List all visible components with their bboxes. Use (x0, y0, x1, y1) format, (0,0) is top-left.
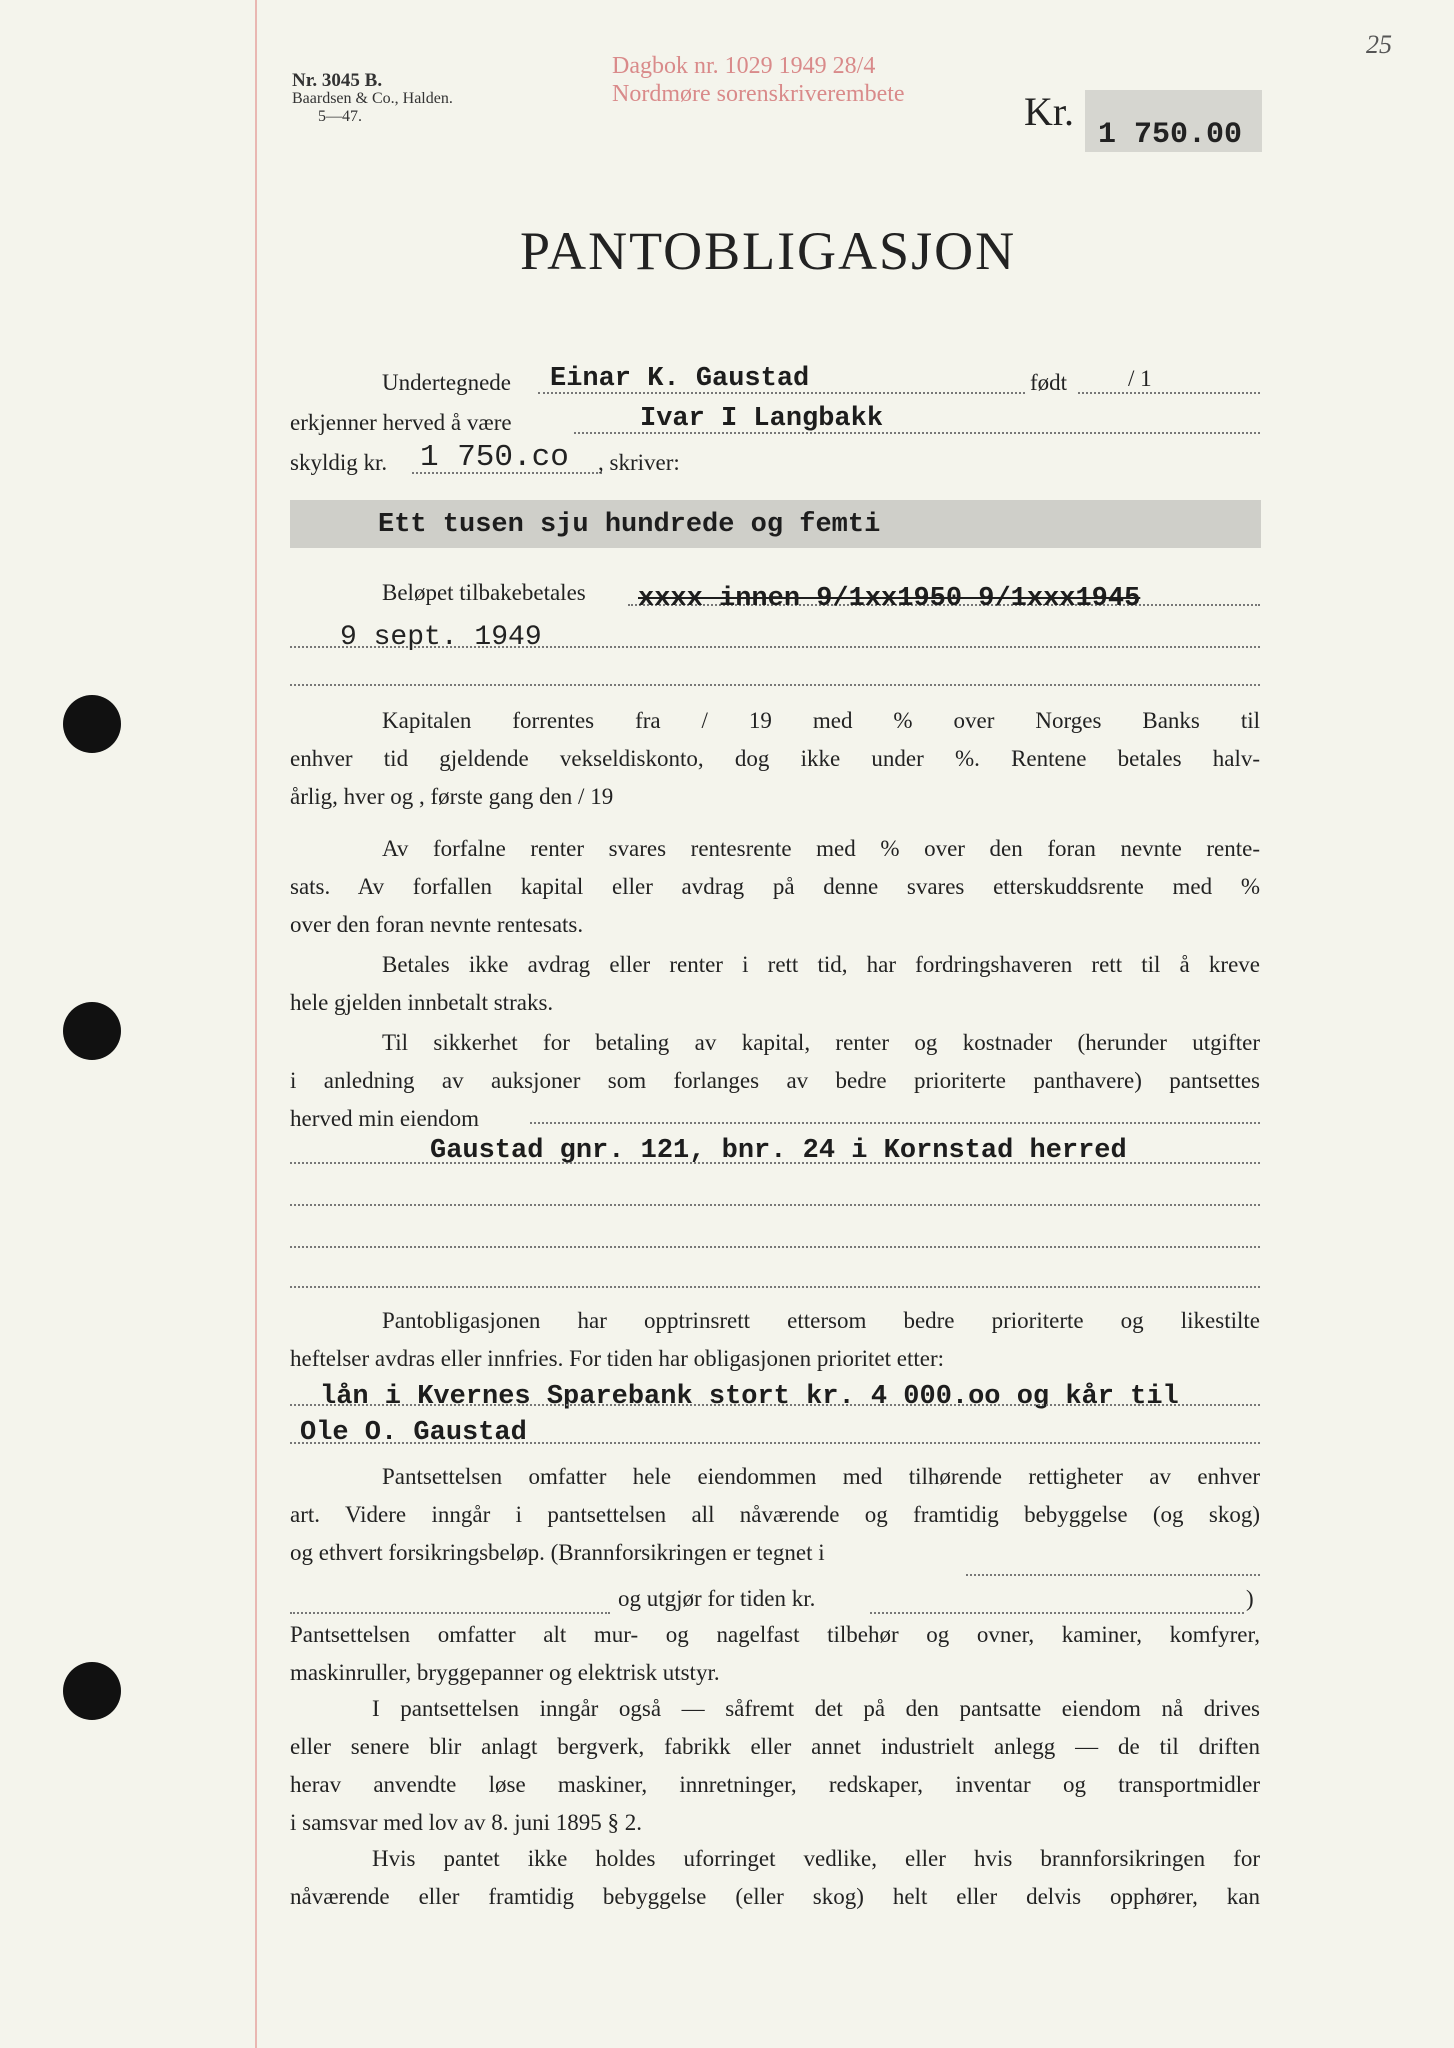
paragraph-betales (290, 946, 1260, 1022)
belopet-date: 9 sept. 1949 (340, 622, 542, 653)
punch-hole (63, 1662, 121, 1720)
text-line: i anledning av auksjoner som forlanges av bedre prioriterte panthavere) pantsettes (290, 1068, 1260, 1093)
registry-stamp (612, 52, 905, 108)
dotted-line (290, 684, 1260, 686)
margin-rule (255, 0, 257, 2048)
paragraph-til-sikkerhet (290, 1024, 1260, 1138)
skyldig-value: 1 750.co (420, 440, 569, 475)
form-number: Nr. 3045 B. (292, 70, 383, 91)
text-line: Betales ikke avdrag eller renter i rett tid, har fordringshaveren rett til å kreve (382, 952, 1260, 977)
text-line: sats. Av forfallen kapital eller avdrag på denne svares etterskuddsrente med % (290, 874, 1260, 899)
dotted-line (290, 1204, 1260, 1206)
dotted-line (966, 1574, 1260, 1576)
text-line: heftelser avdras eller innfries. For tiden har obligasjonen prioritet etter: (290, 1346, 944, 1371)
erkjenner-label: erkjenner herved å være (290, 410, 512, 435)
text-line: og ethvert forsikringsbeløp. (Brannforsikringen er tegnet i (290, 1540, 825, 1565)
text-line: art. Videre inngår i pantsettelsen all nåværende og framtidig bebyggelse (og skog) (290, 1502, 1260, 1527)
paragraph-mur-og-nagelfast (290, 1616, 1260, 1692)
eiendom-value: Gaustad gnr. 121, bnr. 24 i Kornstad herred (430, 1136, 1127, 1166)
skriver-label: , skriver: (598, 450, 680, 475)
dotted-line (290, 1286, 1260, 1288)
stamp-line-1: Dagbok nr. 1029 1949 28/4 (612, 53, 876, 79)
text-line: i samsvar med lov av 8. juni 1895 § 2. (290, 1810, 642, 1835)
document-title: PANTOBLIGASJON (520, 221, 1017, 281)
text-line: maskinruller, bryggepanner og elektrisk utstyr. (290, 1660, 720, 1685)
text-line: Kapitalen forrentes fra / 19 med % over Norges Banks til (382, 708, 1260, 733)
printer-name: Baardsen & Co., Halden. (292, 90, 453, 107)
text-line: Pantsettelsen omfatter alt mur- og nagelfast tilbehør og ovner, kaminer, komfyrer, (290, 1622, 1260, 1647)
prioritet-value-2: Ole O. Gaustad (300, 1418, 527, 1448)
undertegnede-label: Undertegnede (382, 370, 511, 395)
text-line: Hvis pantet ikke holdes uforringet vedlike, eller hvis brannforsikringen for (372, 1846, 1260, 1871)
page-number: 25 (1366, 30, 1392, 59)
skyldig-label: skyldig kr. (290, 450, 388, 475)
text-line: enhver tid gjeldende vekseldiskonto, dog ikke under %. Rentene betales halv- (290, 746, 1260, 771)
dotted-line (290, 1404, 1260, 1406)
paragraph-pantsettelsen (290, 1458, 1260, 1572)
text-line: Pantobligasjonen har opptrinsrett ettersom bedre prioriterte og likestilte (382, 1308, 1260, 1333)
fodt-value: / 1 (1128, 366, 1152, 391)
kr-label: Kr. (1024, 89, 1074, 134)
text-line: I pantsettelsen inngår også — såfremt det på den pantsatte eiendom nå drives (372, 1696, 1260, 1721)
dotted-line (290, 1246, 1260, 1248)
paragraph-bergverk (290, 1690, 1260, 1842)
amount-words: Ett tusen sju hundrede og femti (378, 510, 881, 540)
amount-value: 1 750.00 (1098, 118, 1243, 152)
dotted-line (530, 1122, 1260, 1124)
prioritet-value-1: lån i Kvernes Sparebank stort kr. 4 000.oo og kår til (320, 1382, 1179, 1412)
erkjenner-value: Ivar I Langbakk (640, 404, 884, 434)
dotted-line (1078, 392, 1260, 394)
dotted-line (290, 1612, 610, 1614)
text-line: Til sikkerhet for betaling av kapital, renter og kostnader (herunder utgifter (382, 1030, 1260, 1055)
text-line: over den foran nevnte rentesats. (290, 912, 584, 937)
text-line: Pantsettelsen omfatter hele eiendommen med tilhørende rettigheter av enhver (382, 1464, 1260, 1489)
fodt-label: født (1030, 370, 1068, 395)
closing-paren: ) (1246, 1586, 1254, 1611)
printer-info (292, 72, 453, 126)
text-line: herav anvendte løse maskiner, innretninger, redskaper, inventar og transportmidler (290, 1772, 1260, 1797)
print-date: 5—47. (318, 108, 362, 125)
paragraph-av-forfalne (290, 830, 1260, 944)
text-line: nåværende eller framtidig bebyggelse (eller skog) helt eller delvis opphører, kan (290, 1884, 1260, 1909)
paragraph-hvis-pantet (290, 1840, 1260, 1916)
dotted-line (870, 1612, 1244, 1614)
text-line: årlig, hver og , første gang den / 19 (290, 784, 614, 809)
dotted-line (290, 1442, 1260, 1444)
punch-hole (63, 695, 121, 753)
stamp-line-2: Nordmøre sorenskriverembete (612, 81, 905, 107)
text-line: herved min eiendom (290, 1106, 480, 1131)
paragraph-pantobligasjonen (290, 1302, 1260, 1378)
undertegnede-value: Einar K. Gaustad (550, 364, 810, 394)
paragraph-kapitalen (290, 702, 1260, 816)
belopet-label: Beløpet tilbakebetales (382, 580, 586, 605)
text-line: hele gjelden innbetalt straks. (290, 990, 554, 1015)
punch-hole (63, 1002, 121, 1060)
utgjor-label: og utgjør for tiden kr. (618, 1586, 816, 1611)
text-line: Av forfalne renter svares rentesrente med % over den foran nevnte rente- (382, 836, 1260, 861)
text-line: eller senere blir anlagt bergverk, fabrikk eller annet industrielt anlegg — de til driften (290, 1734, 1260, 1759)
belopet-value: xxxx innen 9/1xx1950 9/1xxx1945 (638, 584, 1141, 614)
